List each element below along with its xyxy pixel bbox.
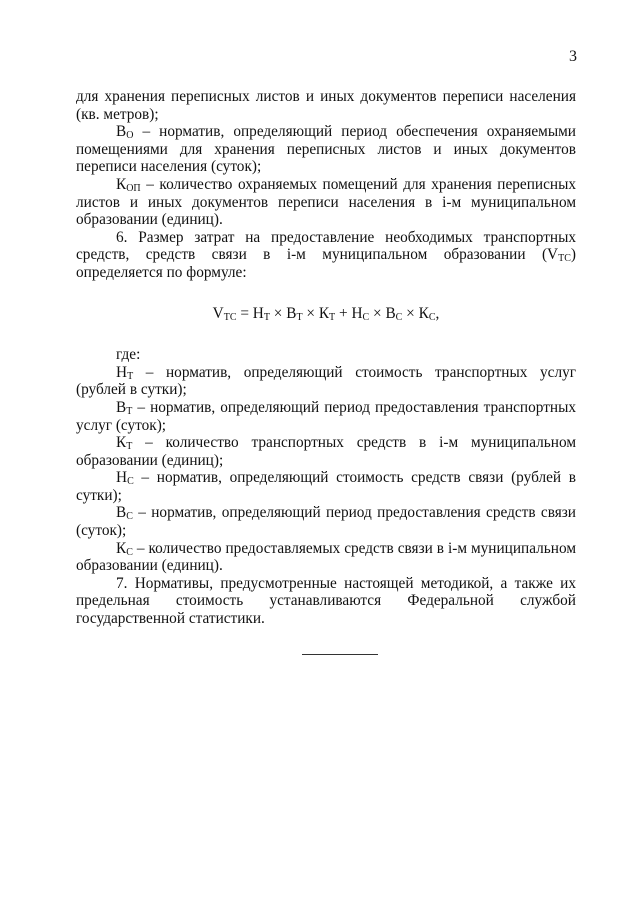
formula-term: К (318, 304, 330, 322)
paragraph-item-6 (76, 229, 576, 282)
formula-lhs: V (212, 304, 224, 322)
definition-text: – количество предоставляемых средств связи в i-м муниципальном образовании (единиц). (76, 539, 576, 575)
formula-term: Н (351, 304, 363, 322)
formula-plus: + (335, 304, 352, 322)
paragraph-kc-definition (76, 540, 576, 575)
formula-times: × (369, 304, 386, 322)
paragraph-nt-definition (76, 364, 576, 399)
symbol: К (116, 434, 127, 452)
symbol: К (116, 539, 127, 557)
definition-text: – норматив, определяющий стоимость транспортных услуг (рублей в сутки); (76, 363, 576, 399)
formula-term-subscript: С (428, 311, 436, 323)
paragraph-bo-definition (76, 123, 576, 176)
formula-term-subscript: С (362, 311, 370, 323)
symbol-subscript: О (126, 130, 134, 142)
formula-term: К (418, 304, 429, 322)
item-6-end: ) определяется по формуле: (76, 246, 576, 281)
formula-lhs-subscript: ТС (223, 311, 237, 323)
paragraph-where: где: (116, 346, 141, 364)
symbol: В (116, 123, 127, 141)
definition-text: – количество охраняемых помещений для хранения переписных листов и иных документов переписи населения в i-м муниципальном образовании (единиц). (76, 175, 576, 229)
symbol: Н (116, 469, 128, 487)
formula-term-subscript: Т (329, 311, 336, 323)
definition-text: – норматив, определяющий период предоставления транспортных услуг (суток); (76, 398, 576, 434)
symbol-subscript: С (126, 546, 133, 558)
formula-end: , (435, 304, 440, 322)
symbol-subscript: Т (126, 441, 133, 453)
definition-text: – норматив, определяющий период обеспечения охраняемыми помещениями для хранения переписных листов и иных документов переписи населения (суток); (76, 123, 576, 176)
symbol-subscript: Т (126, 405, 133, 417)
formula-times: × (269, 304, 287, 322)
formula-term: В (385, 304, 396, 322)
formula-term: В (286, 304, 297, 322)
symbol: В (116, 504, 127, 522)
end-divider (302, 654, 378, 655)
symbol-subscript: ОП (126, 182, 141, 194)
item-6-text: 6. Размер затрат на предоставление необходимых транспортных средств, средств связи в i-м муниципальном образовании (V (76, 228, 576, 264)
symbol: Н (116, 363, 128, 381)
document-body (76, 88, 576, 628)
formula (76, 305, 576, 323)
formula-term-subscript: Т (263, 311, 270, 323)
formula-times: × (402, 304, 419, 322)
formula-equals: = (236, 304, 253, 322)
paragraph-bc-definition (76, 504, 576, 539)
definition-text: – норматив, определяющий период предоставления средств связи (суток); (76, 504, 576, 540)
paragraph-kop-definition (76, 176, 576, 229)
paragraph-nc-definition (76, 469, 576, 504)
symbol-subscript: С (126, 511, 133, 523)
formula-times: × (302, 304, 319, 322)
symbol-subscript: С (127, 476, 134, 488)
symbol: К (116, 175, 127, 193)
symbol-subscript: Т (127, 370, 134, 382)
paragraph-bt-definition (76, 399, 576, 434)
formula-term-subscript: Т (296, 311, 303, 323)
definition-text: – количество транспортных средств в i-м муниципальном образовании (единиц); (76, 434, 576, 469)
page-number: 3 (569, 48, 577, 65)
formula-term: Н (252, 304, 264, 322)
paragraph-item-7: 7. Нормативы, предусмотренные настоящей методикой, а также их предельная стоимость устанавливаются Федеральной службой государственной статистики. (76, 574, 576, 628)
paragraph-kt-definition (76, 434, 576, 469)
formula-term-subscript: С (395, 311, 403, 323)
paragraph-storage-area: для хранения переписных листов и иных документов переписи населения (кв. метров); (76, 88, 576, 123)
symbol: В (116, 398, 127, 416)
symbol-subscript: ТС (558, 253, 571, 265)
definition-text: – норматив, определяющий стоимость средств связи (рублей в сутки); (76, 469, 576, 504)
